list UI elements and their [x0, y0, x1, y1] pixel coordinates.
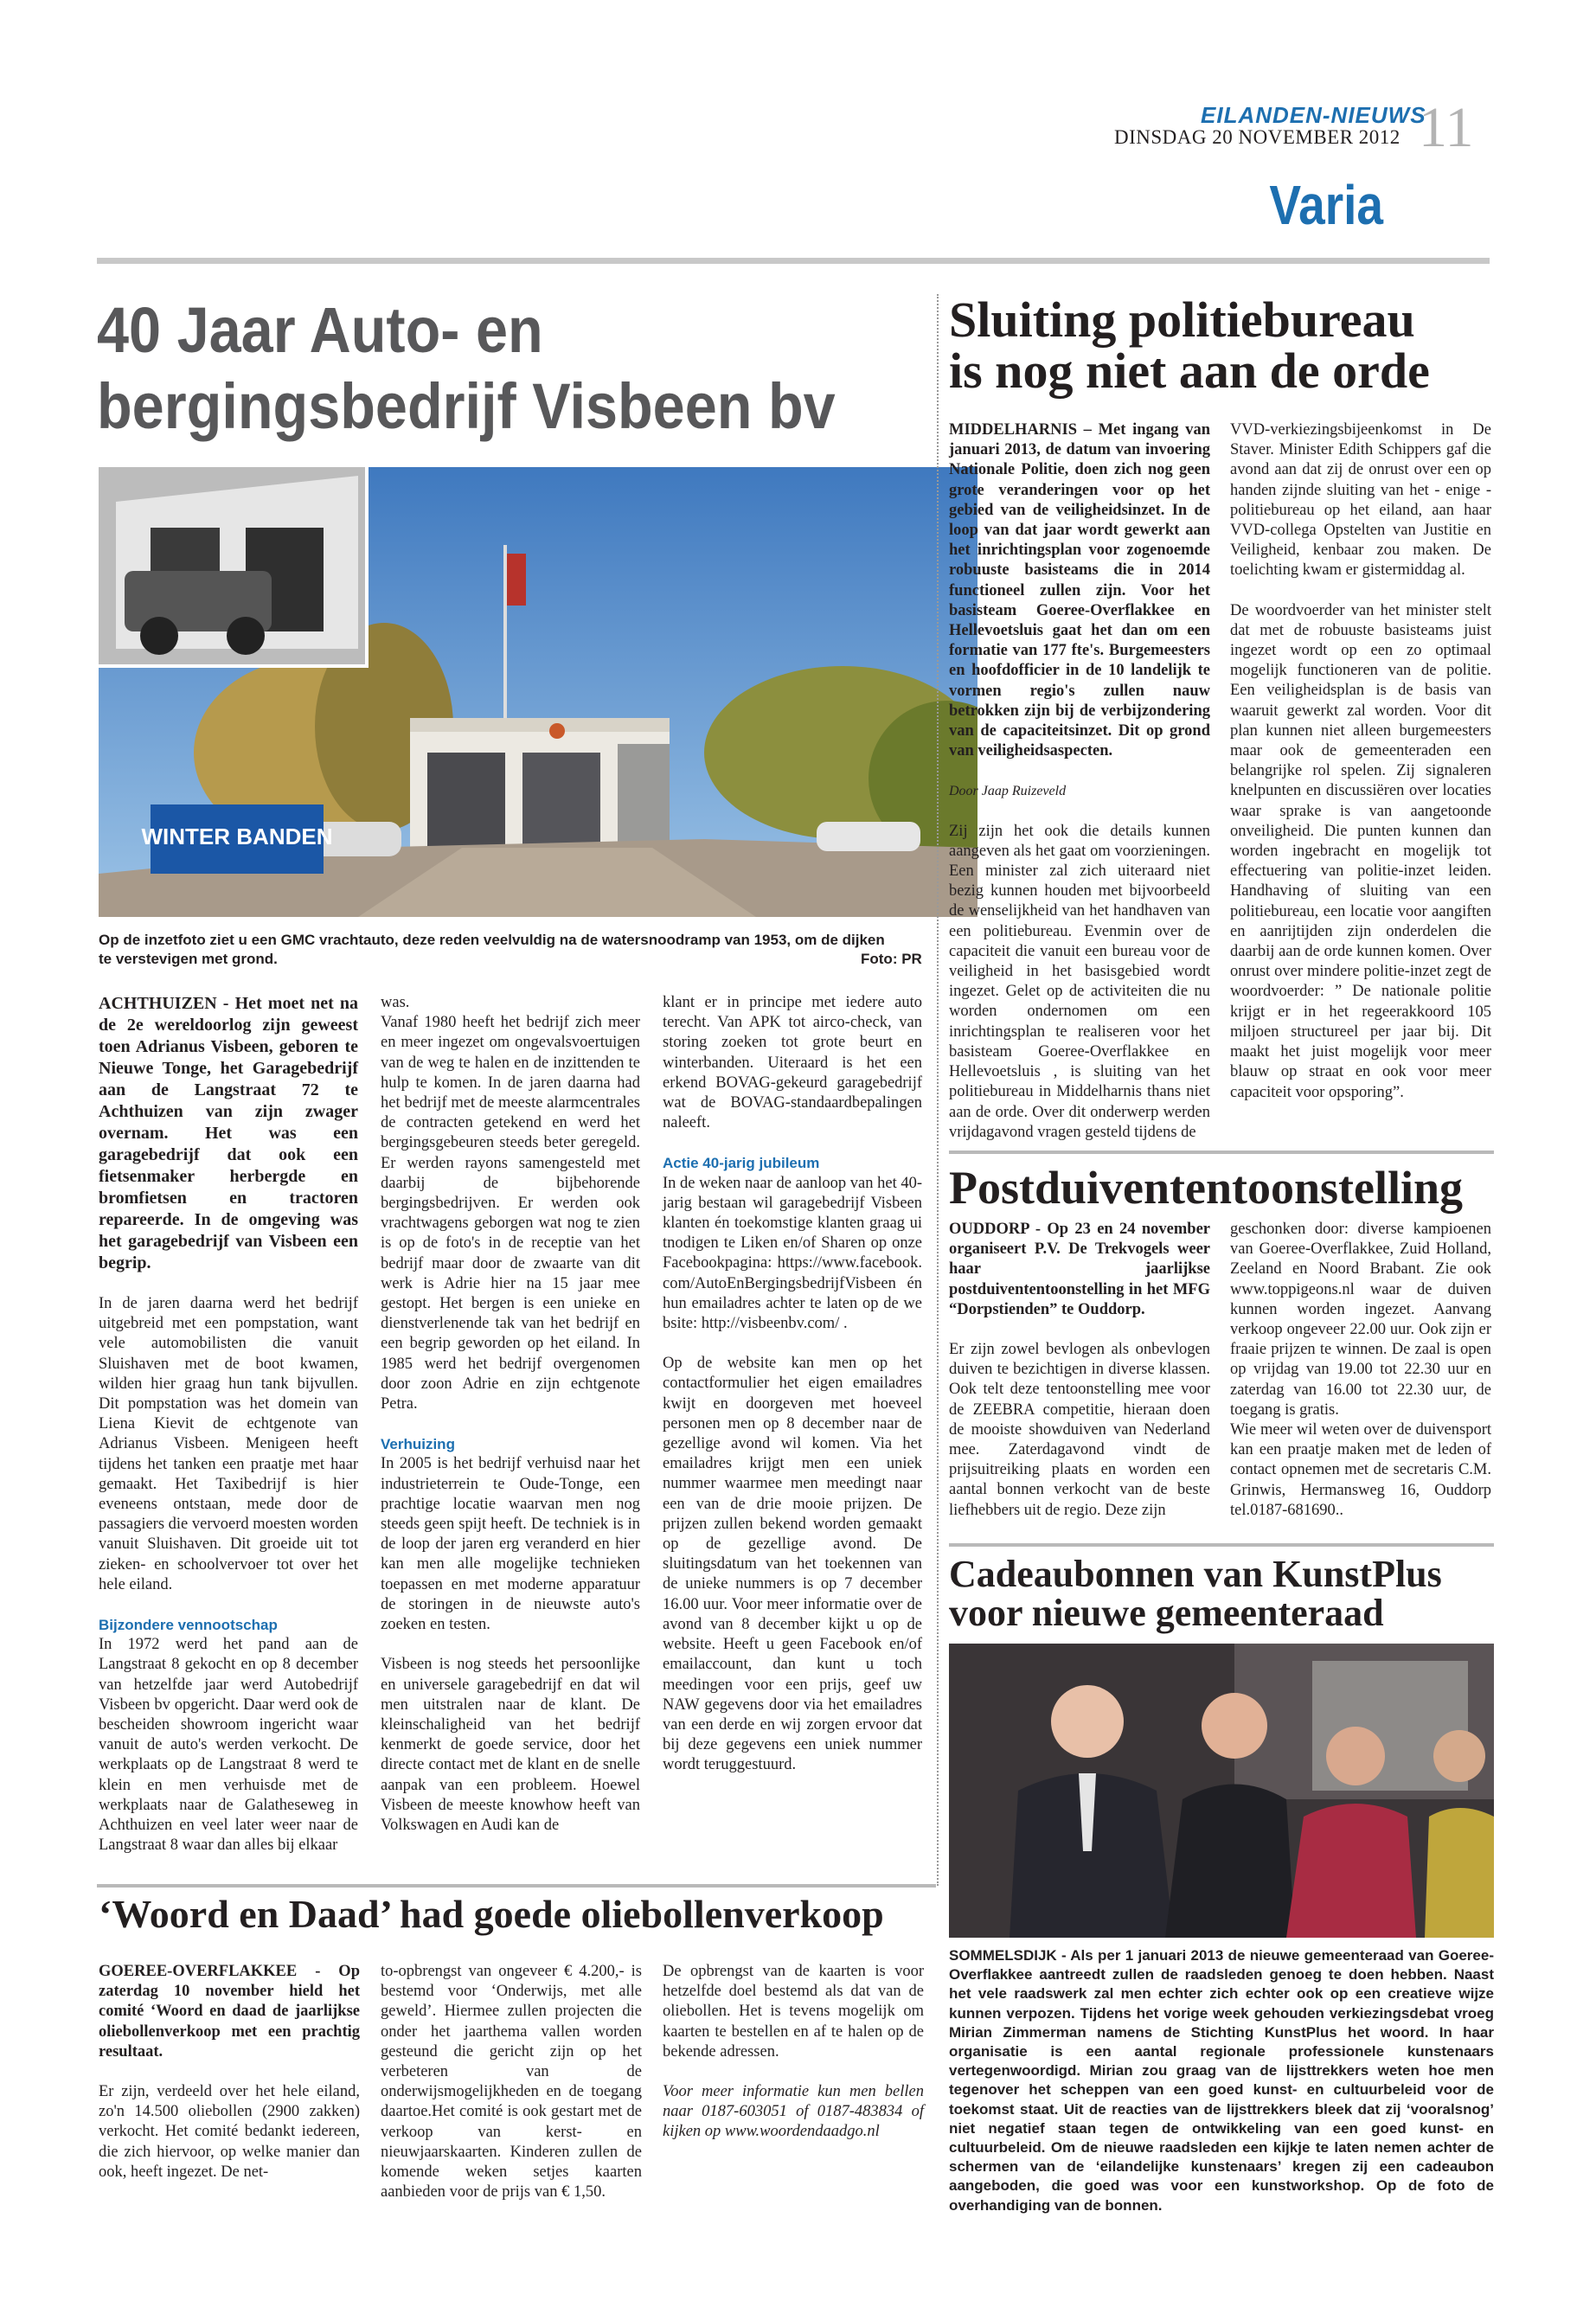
winter-banden-sign: WINTER BANDEN: [141, 824, 333, 849]
oliebollen-rule: [97, 1884, 936, 1888]
oliebollen-paragraph: Er zijn, verdeeld over het hele eiland, zo'n 14.500 oliebollen (2900 zakken) verkocht. Het comité bedankt iedereen, die zich hiervoor, op welke manier dan ook, heeft ingezet. De net-: [99, 2083, 360, 2181]
oliebollen-paragraph: De opbrengst van de kaarten is voor hetzelfde doel bestemd als dat van de oliebollen. Het is tevens mogelijk om kaarten te bestellen en af te halen op de bekende adressen.: [663, 1963, 924, 2061]
politie-byline: Door Jaap Ruizeveld: [949, 784, 1067, 799]
politie-column-2: [1230, 420, 1491, 1123]
visbeen-lead: ACHTHUIZEN - Het moet net na de 2e wereldoorlog zijn geweest toen Adrianus Visbeen, geboren te Nieuwe Tonge, het Garagebedrijf aan de Langstraat 72 te Achthuizen van zijn zwager overnam. Het was een garagebedrijf dat ook een fietsenmaker herbergde en bromfietsen en tractoren repareerde. In de omgeving was het garagebedrijf van Visbeen een begrip.: [99, 994, 358, 1272]
masthead-logo: EILANDEN-NIEUWS: [1201, 102, 1426, 128]
visbeen-paragraph: Visbeen is nog steeds het persoonlijke en universele garagebedrijf en dat wil men uitstralen naar de klant. De kleinschaligheid van het bedrijf kenmerkt de goede service, door het directe contact met de klant en de snelle aanpak van een probleem. Hoewel Visbeen de meeste knowhow heeft van Volkswagen en Audi kan de: [381, 1656, 640, 1834]
duiven-headline: Postduivententoonstelling: [949, 1162, 1464, 1214]
visbeen-headline-line2: bergingsbedrijf Visbeen bv: [97, 370, 836, 442]
duiven-rule: [949, 1150, 1494, 1154]
column-divider: [937, 294, 939, 1886]
oliebollen-lead: GOEREE-OVERFLAKKEE - Op zaterdag 10 november hield het comité ‘Woord en daad de jaarlijkse oliebollenverkoop met een prachtig resultaat.: [99, 1963, 360, 2061]
visbeen-headline: [97, 292, 914, 445]
visbeen-garage-photo: [99, 467, 977, 917]
kunstplus-headline-line2: voor nieuwe gemeenteraad: [949, 1591, 1384, 1634]
visbeen-paragraph: In de weken naar de aanloop van het 40-jarig bestaan wil garagebedrijf Visbeen klanten én toekomstige klanten graag uitnodigen te Liken en/of Sharen op onze Facebookpagina: https://www.facebook.com/AutoEnBergingsbedrijfVisbeen én hun emailadres achter te laten op de website: http://visbeenbv.com/ .: [663, 1174, 922, 1333]
section-title: Varia: [1269, 174, 1383, 236]
duiven-paragraph: Er zijn zowel bevlogen als onbevlogen duiven te bezichtigen in diverse klassen. Ook telt deze tentoonstelling mee voor de ZEEBRA competitie, hieraan doen de mooiste showduiven van Nederland mee. Zaterdagavond vindt de prijsuitreiking plaats en worden een aantal bonnen verkocht van de beste liefhebbers uit de regio. Deze zijn: [949, 1341, 1210, 1519]
visbeen-headline-line1: 40 Jaar Auto- en: [97, 294, 543, 366]
oliebollen-column-2: [381, 1962, 642, 2222]
page-number: 11: [1419, 96, 1474, 159]
politie-headline-line1: Sluiting politiebureau: [949, 292, 1415, 348]
oliebollen-column-1: [99, 1962, 360, 2202]
duiven-column-1: [949, 1220, 1210, 1541]
politie-paragraph: VVD-verkiezingsbijeenkomst in De Staver. Minister Edith Schippers gaf die avond aan dat zij de onrust over een op handen zijnde sluiting van het - enige - politiebureau op het eiland, aan haar VVD-collega Opstelten van Justitie en Veiligheid, kenbaar zou maken. De toelichting kwam er gistermiddag al.: [1230, 421, 1491, 580]
politie-paragraph: Zij zijn het ook die details kunnen aangeven als het gaat om voorzieningen. Een minister zal zich uiteraard niet bezig kunnen houden met bijvoorbeeld de wenselijkheid van het handhaven van een politiebureau. Evenmin over de capaciteit die vanuit een bureau voor de veiligheid in het basisgebied wordt ingezet. Gelet op de activiteiten die nu worden ondernomen om een inrichtingsplan te realiseren voor het basisteam Goeree-Overflakkee en Hellevoetsluis , is sluiting van het politiebureau in Middelharnis thans niet aan de orde. Over dit onderwerp werden vrijdagavond vragen gesteld tijdens de: [949, 822, 1210, 1141]
visbeen-photo-caption: Op de inzetfoto ziet u een GMC vrachtauto, deze reden veelvuldig na de watersnoodramp van 1953, om de dijken te verstevigen met grond.: [99, 932, 885, 967]
visbeen-paragraph: In de jaren daarna werd het bedrijf uitgebreid met een pompstation, want vele automobilisten die vanuit Sluishaven met de boot kwamen, wilden hier graag hun tank bijvullen. Dit pompstation was het domein van Liena Kievit de echtgenote van Adrianus Visbeen. Menigeen heeft tijdens het tanken een praatje met haar gemaakt. Het Taxibedrijf is hier eveneens ontstaan, mede door de passagiers die vervoerd moesten worden vanuit Sluishaven. Dit groeide uit tot zieken- en schoolvervoer tot over het hele eiland.: [99, 1295, 359, 1593]
issue-date: DINSDAG 20 NOVEMBER 2012: [1114, 126, 1401, 148]
kunstplus-headline-line1: Cadeaubonnen van KunstPlus: [949, 1553, 1442, 1595]
politie-paragraph: De woordvoerder van het minister stelt dat met de robuuste basisteams juist ingezet wordt op een zo optimaal mogelijk functioneren van de politie. Een veiligheidsplan is de basis van waaruit gewerkt zal worden. Voor dit plan kunnen niet alleen burgemeesters maar ook de gemeenteraden een belangrijke rol spelen. Zij signaleren knelpunten en discussiëren over locaties waar sprake is van aangetoonde onveiligheid. Die punten kunnen dan worden ingebracht en mogelijk tot effectuering van politie-inzet leiden. Handhaving of sluiting van een politiebureau, een locatie voor aangiften en aanrijtijden zijn onderdelen die daarbij aan de orde kunnen komen. Over onrust over mindere politie-inzet zegt de woordvoerder: ” De nationale politie krijgt er in het regeerakkoord 105 miljoen structureel per jaar bij. Dit maakt het juist mogelijk voor meer blauw op straat en ook voor meer capaciteit voor opsporing”.: [1230, 601, 1491, 1101]
duiven-paragraph: geschonken door: diverse kampioenen van Goeree-Overflakkee, Zuid Holland, Zeeland en Noord Brabant. Zie ook www.toppigeons.nl waar de duiven kunnen worden ingezet. Aanvang verkoop ongeveer 22.00 uur. Ook zijn er fraaie prijzen te winnen. De zaal is open op vrijdag van 19.00 tot 22.30 uur en zaterdag van 16.00 tot 22.30 uur, de toegang is gratis. Wie meer wil weten over de duivensport kan een praatje maken met de leden of contact opnemen met de secretaris C.M. Grinwis, Hermansweg 16, Ouddorp tel.0187-681690..: [1230, 1221, 1491, 1519]
visbeen-paragraph: klant er in principe met iedere auto terecht. Van APK tot airco-check, van storing zoeken tot grote beurt en winterbanden. Uiteraard is het een erkend BOVAG-gekeurd garagebedrijf wat de BOVAG-standaardbepalingen naleeft.: [663, 994, 922, 1132]
kunstplus-caption: SOMMELSDIJK - Als per 1 januari 2013 de nieuwe gemeenteraad van Goeree-Overflakkee aantreedt zullen de raadsleden genoeg te doen hebben. Naast het vele raadswerk zal men echter zich echter ook op een creatieve wijze kunnen verpozen. Tijdens het vorige week gehouden verkiezingsdebat vroeg Mirian Zimmerman namens de Stichting KunstPlus het woord. In haar organisatie is een aantal regionale professionele kunstenaars vertegenwoordigd. Mirian zou graag van de lijsttrekkers weten hoe men tegenover het scheppen van een goed kunst- en cultuurbeleid voor de toekomst staat. Uit de reacties van de lijsttrekkers bleek dat zij ‘vooralsnog’ niet negatief staan tegen de ontwikkeling van een goed kunst- en cultuurbeleid. Om de nieuwe raadsleden een kijkje te laten nemen achter de schermen van de ‘eilandelijke kunstenaars’ kregen zij een cadeaubon aangeboden, die goed was voor een kunstworkshop. Op de foto de overhandiging van de bonnen.: [949, 1947, 1494, 2214]
visbeen-column-1: [99, 993, 358, 1875]
visbeen-paragraph: Op de website kan men op het contactformulier het eigen emailadres kwijt en doorgeven met hoeveel personen men op 8 december naar de gezellige avond wil komen. Via het emailadres krijgt men een uniek nummer waarmee men meedingt naar een van de drie mooie prijzen. De prijzen zullen bekend worden gemaakt op de gezellige avond. De sluitingsdatum van het toekennen van de unieke nummers is op 7 december 16.00 uur. Voor meer informatie over de avond van 8 december kijkt u op de website. Heeft u geen Facebook en/of emailaccount, dan kunt u toch meedingen voor een prijs, geef uw NAW gegevens door via het emailadres van een derde en wij zorgen ervoor dat bij deze gegevens een uniek nummer wordt teruggestuurd.: [663, 1355, 922, 1774]
kunstplus-handover-photo: [949, 1644, 1494, 1938]
duiven-column-2: [1230, 1220, 1491, 1541]
visbeen-column-2: [381, 993, 640, 1856]
politie-headline: [949, 292, 1503, 400]
visbeen-paragraph: In 1972 werd het pand aan de Langstraat 8 gekocht en op 8 december van hetzelfde jaar werd Autobedrijf Visbeen bv opgericht. Daar werd ook de bescheiden showroom ingericht waar vanuit de auto's werden verkocht. De werkplaats op de Langstraat 8 werd te klein en men verhuisde met de werkplaats naar de Galatheseweg in Achthuizen en veel later weer naar de Langstraat 8 waar dan alles bij elkaar: [99, 1636, 358, 1855]
visbeen-subheading-vennootschap: Bijzondere vennootschap: [99, 1617, 278, 1634]
visbeen-paragraph: was. Vanaf 1980 heeft het bedrijf zich meer en meer ingezet om ongevalsvoertuigen van de weg te halen en de inzittenden te hulp te komen. In de jaren daarna had het bedrijf met de meeste alarmcentrales de contracten getekend en werd het bergingsgebeuren steeds beter geregeld. Er werden rayons samengesteld met daarbij de bijbehorende bergingsbedrijven. Er werden ook vrachtwagens geborgen wat nog te zien is op de foto's in de receptie van het bedrijf maar door de zwaarte van dit werk is Adrie hier na 15 jaar mee gestopt. Het bergen is een unieke en dienstverlenende tak van het bedrijf en een begrip geworden op het eiland. In 1985 werd het bedrijf overgenomen door zoon Adrie en zijn echtgenote Petra.: [381, 994, 640, 1413]
kunstplus-rule: [949, 1543, 1494, 1547]
oliebollen-contact: Voor meer informatie kun men bellen naar 0187-603051 of 0187-483834 of kijken op www.woordendaadgo.nl: [663, 2083, 924, 2141]
oliebollen-paragraph: to-opbrengst van ongeveer € 4.200,- is bestemd voor ‘Onderwijs, met alle geweld’. Hiermee zullen projecten die onder het jaarthema vallen worden gesteund die gericht zijn op het verbeteren van de onderwijsmogelijkheden en de toegang daartoe.Het comité is ook gestart met de verkoop van kerst- en nieuwjaarskaarten. Kinderen zullen de komende weken setjes kaarten aanbieden voor de prijs van € 1,50.: [381, 1963, 642, 2202]
header-rule: [97, 258, 1490, 264]
oliebollen-headline: ‘Woord en Daad’ had goede oliebollenverkoop: [99, 1892, 884, 1936]
visbeen-subheading-jubileum: Actie 40-jarig jubileum: [663, 1155, 820, 1172]
politie-lead: MIDDELHARNIS – Met ingang van januari 2013, de datum van invoering Nationale Politie, doen zich nog geen grote veranderingen voor op het gebied van de veiligheidsinzet. In de loop van dat jaar wordt gewerkt aan het inrichtingsplan voor zogenoemde robuuste basisteams die in 2014 functioneel zullen zijn. Voor het basisteam Goeree-Overflakkee en Hellevoetsluis gaat het dan om een formatie van 177 fte's. Burgemeesters en hoofdofficier in de 10 landelijk te vormen regio's zullen nauw betrokken zijn bij de verbijzondering van de capaciteitsinzet. Dit op grond van veiligheidsaspecten.: [949, 421, 1210, 760]
duiven-lead: OUDDORP - Op 23 en 24 november organiseert P.V. De Trekvogels weer haar jaarlijkse postduivententoonstelling in het MFG “Dorpstienden” te Ouddorp.: [949, 1221, 1210, 1318]
politie-headline-line2: is nog niet aan de orde: [949, 343, 1430, 400]
visbeen-subheading-verhuizing: Verhuizing: [381, 1436, 455, 1453]
kunstplus-headline: [949, 1555, 1503, 1633]
visbeen-photo-credit: Foto: PR: [861, 951, 922, 967]
oliebollen-column-3: [663, 1962, 924, 2163]
visbeen-paragraph: In 2005 is het bedrijf verhuisd naar het industrieterrein te Oude-Tonge, een prachtige locatie waarvan men nog steeds geen spijt heeft. De techniek is in de loop der jaren erg veranderd en hier kan men alle mogelijke technieken toepassen en met moderne apparatuur de storingen in de nieuwste auto's zoeken en testen.: [381, 1455, 640, 1634]
visbeen-column-3: [663, 993, 922, 1796]
politie-column-1: [949, 420, 1210, 1163]
